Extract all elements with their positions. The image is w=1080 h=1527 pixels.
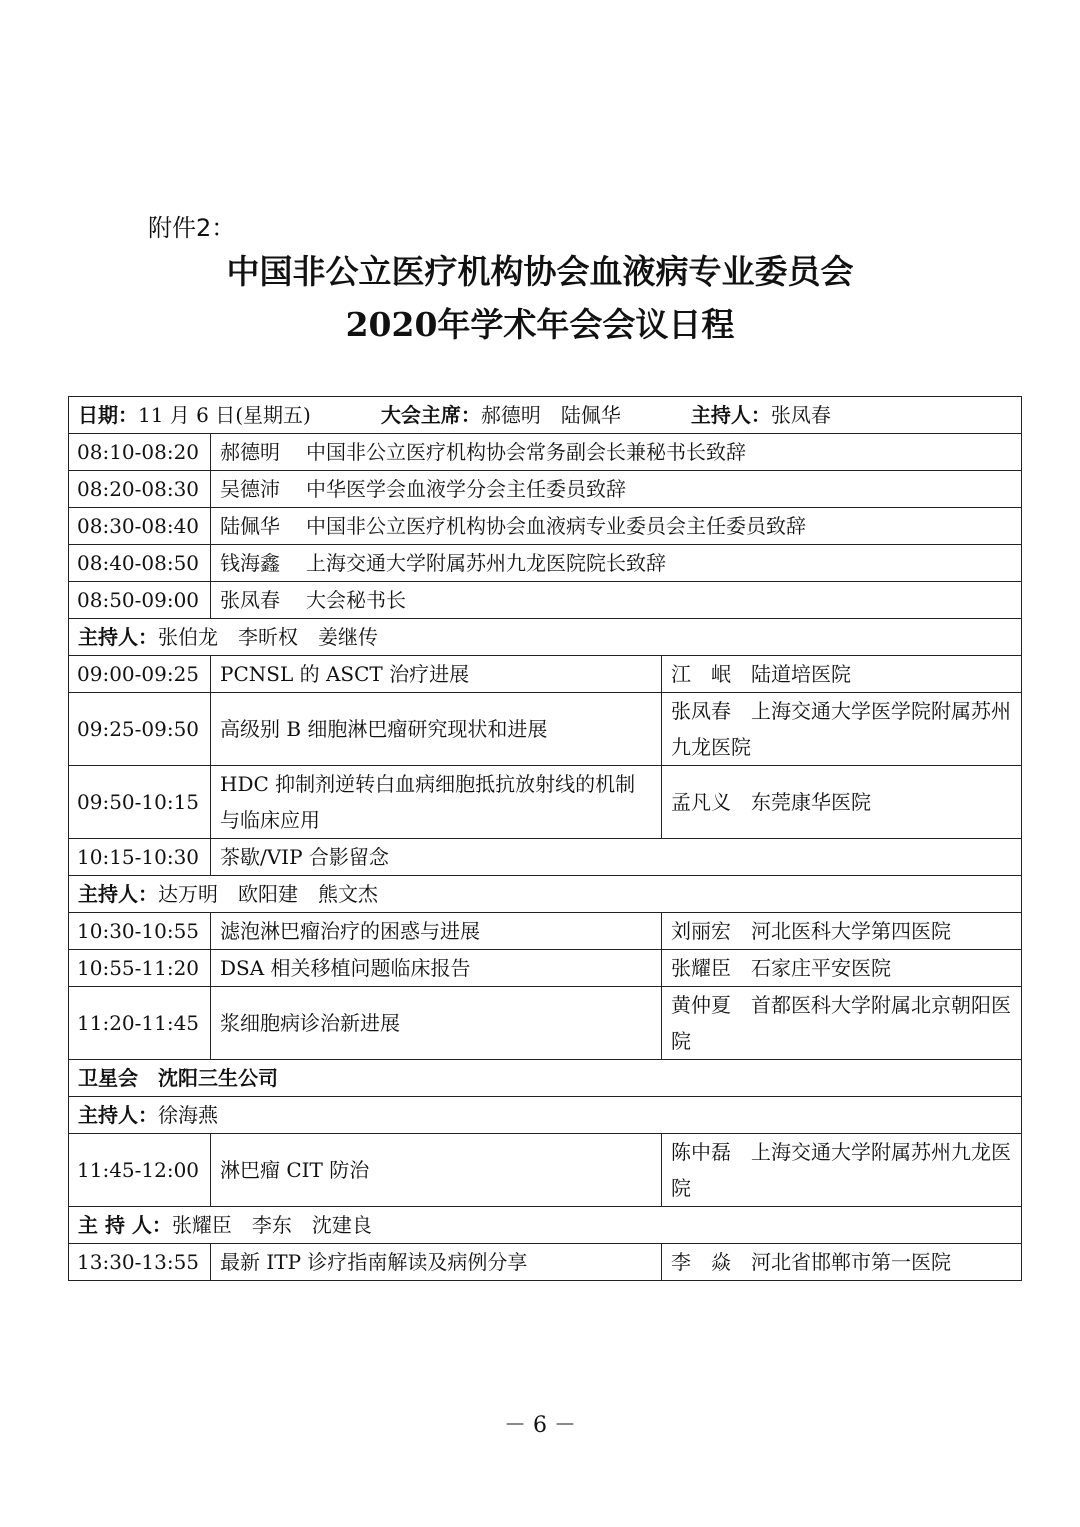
session-host-row [69,1207,1022,1244]
table-row [69,1134,1022,1207]
session-hosts: 徐海燕 [158,1103,218,1127]
host-name: 张凤春 [770,403,831,427]
table-row [69,1244,1022,1281]
satellite-label: 卫星会 沈阳三生公司 [69,1060,1022,1097]
session-host-label: 主持人： [78,882,158,906]
table-row [69,582,1022,619]
speaker-name: 钱海鑫 [220,551,280,575]
table-row [69,471,1022,508]
speech-desc: 中国非公立医疗机构协会血液病专业委员会主任委员致辞 [306,514,806,538]
speaker-name: 陆佩华 [220,514,280,538]
table-row [69,987,1022,1060]
speaker-cell: 张凤春 上海交通大学医学院附属苏州九龙医院 [662,693,1022,766]
header-row [69,397,1022,434]
table-row [69,950,1022,987]
time-cell: 10:15-10:30 [69,839,211,876]
table-row [69,434,1022,471]
session-host-label: 主 持 人： [78,1213,172,1237]
speaker-name: 郝德明 [220,440,280,464]
table-row [69,545,1022,582]
table-row [69,508,1022,545]
speaker-cell: 张耀臣 石家庄平安医院 [662,950,1022,987]
topic-cell: 浆细胞病诊治新进展 [211,987,662,1060]
topic-cell: 高级别 B 细胞淋巴瘤研究现状和进展 [211,693,662,766]
time-cell: 08:10-08:20 [69,434,211,471]
chair-label: 大会主席： [380,403,481,427]
table-row [69,766,1022,839]
date-value: 11 月 6 日(星期五) [138,403,311,427]
session-host-row [69,876,1022,913]
speech-desc: 大会秘书长 [306,588,406,612]
speech-desc: 中华医学会血液学分会主任委员致辞 [306,477,626,501]
time-cell: 08:40-08:50 [69,545,211,582]
schedule-table [68,396,1022,1281]
session-hosts: 张伯龙 李昕权 姜继传 [158,625,378,649]
satellite-row [69,1060,1022,1097]
session-hosts: 达万明 欧阳建 熊文杰 [158,882,378,906]
table-row [69,693,1022,766]
chair-names: 郝德明 陆佩华 [480,403,621,427]
time-cell: 08:50-09:00 [69,582,211,619]
speaker-name: 张凤春 [220,588,280,612]
time-cell: 10:30-10:55 [69,913,211,950]
page-number: － 6 － [504,1413,576,1438]
topic-cell: DSA 相关移植问题临床报告 [211,950,662,987]
table-row [69,913,1022,950]
time-cell: 11:45-12:00 [69,1134,211,1207]
time-cell: 13:30-13:55 [69,1244,211,1281]
session-host-row [69,1097,1022,1134]
speaker-cell: 李 焱 河北省邯郸市第一医院 [662,1244,1022,1281]
topic-cell: HDC 抑制剂逆转白血病细胞抵抗放射线的机制与临床应用 [211,766,662,839]
time-cell: 09:00-09:25 [69,656,211,693]
attachment-label: 附件2： [148,214,236,242]
time-cell: 11:20-11:45 [69,987,211,1060]
session-hosts: 张耀臣 李东 沈建良 [171,1213,372,1237]
topic-cell: 茶歇/VIP 合影留念 [211,839,1022,876]
time-cell: 09:25-09:50 [69,693,211,766]
date-label: 日期： [78,403,138,427]
session-host-row [69,619,1022,656]
speaker-cell: 江 岷 陆道培医院 [662,656,1022,693]
speaker-name: 吴德沛 [220,477,280,501]
host-label: 主持人： [690,403,771,427]
session-host-label: 主持人： [78,625,158,649]
speech-desc: 上海交通大学附属苏州九龙医院院长致辞 [306,551,666,575]
topic-cell: 滤泡淋巴瘤治疗的困惑与进展 [211,913,662,950]
document-title: 中国非公立医疗机构协会血液病专业委员会 [226,252,854,291]
table-row [69,656,1022,693]
topic-cell: 最新 ITP 诊疗指南解读及病例分享 [211,1244,662,1281]
time-cell: 08:30-08:40 [69,508,211,545]
time-cell: 09:50-10:15 [69,766,211,839]
session-host-label: 主持人： [78,1103,158,1127]
speech-desc: 中国非公立医疗机构协会常务副会长兼秘书长致辞 [306,440,746,464]
table-row [69,839,1022,876]
speaker-cell: 刘丽宏 河北医科大学第四医院 [662,913,1022,950]
document-subtitle: 2020年学术年会会议日程 [345,305,735,344]
time-cell: 08:20-08:30 [69,471,211,508]
speaker-cell: 孟凡义 东莞康华医院 [662,766,1022,839]
speaker-cell: 黄仲夏 首都医科大学附属北京朝阳医院 [662,987,1022,1060]
time-cell: 10:55-11:20 [69,950,211,987]
topic-cell: 淋巴瘤 CIT 防治 [211,1134,662,1207]
topic-cell: PCNSL 的 ASCT 治疗进展 [211,656,662,693]
speaker-cell: 陈中磊 上海交通大学附属苏州九龙医院 [662,1134,1022,1207]
